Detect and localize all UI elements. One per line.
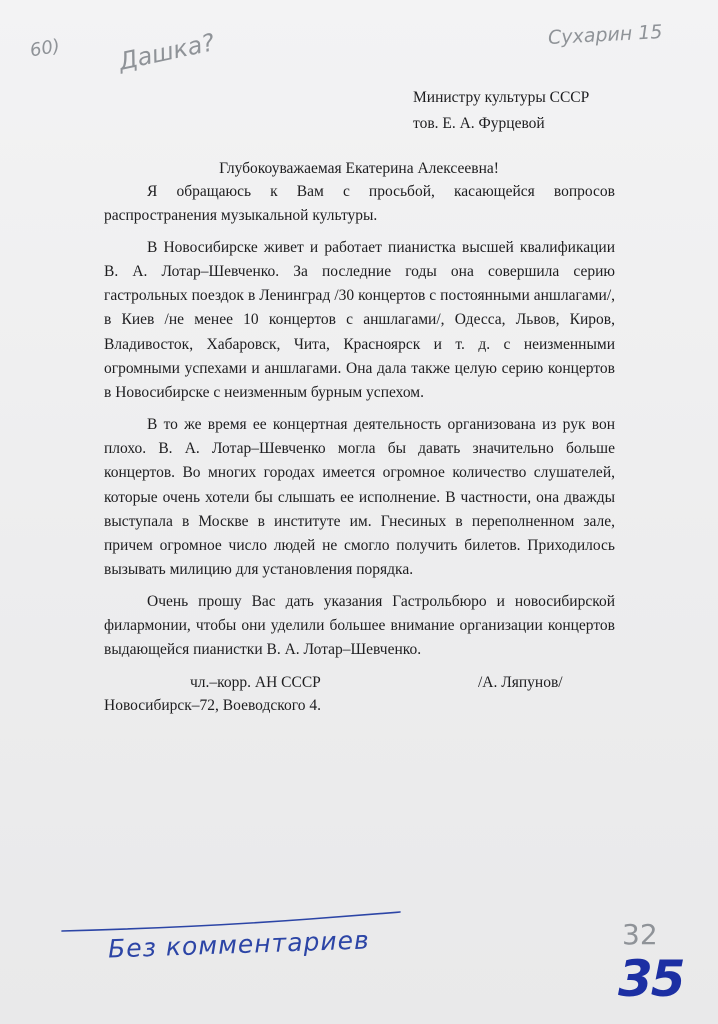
margin-number-annotation: 60) <box>28 35 62 62</box>
addressee-line-2: тов. Е. А. Фурцевой <box>413 115 545 132</box>
page-number: 35 <box>618 950 684 1008</box>
old-page-number: 32 <box>622 918 658 951</box>
paragraph-2: В Новосибирске живет и работает пианистка высшей квалификации В. А. Лотар–Шевченко. За последние годы она совершила серию гастрольных поездок в Ленинград /30 концертов с постоянными аншлагами/, в Киев /не менее 10 концертов с аншлагами/, Одесса, Львов, Киров, Владивосток, Хабаровск, Чита, Красноярск и т. д. с неизменными огромными успехами и аншлагами. Она дала также целую серию концертов в Новосибирске с неизменным бурным успехом. <box>104 238 615 402</box>
addressee-line-1: Министру культуры СССР <box>413 89 590 106</box>
signature-name: /А. Ляпунов/ <box>478 674 563 691</box>
handwritten-bottom-note: Без комментариев <box>107 925 371 964</box>
signature-title: чл.–корр. АН СССР <box>190 674 321 691</box>
handwritten-top-note: Дашка? <box>116 28 218 76</box>
paragraph-3: В то же время ее концертная деятельность организована из рук вон плохо. В. А. Лотар–Шевченко могла бы давать значительно больше концертов. Во многих городах имеется огромное количество слушателей, которые очень хотели бы слышать ее исполнение. В частности, она дважды выступала в Москве в институте им. Гнесиных в переполненном зале, причем огромное число людей не смогло получить билетов. Приходилось вызывать милицию для установления порядка. <box>104 415 615 579</box>
letter-body <box>104 180 615 670</box>
addressee-block <box>413 85 589 137</box>
paragraph-1: Я обращаюсь к Вам с просьбой, касающейся вопросов распространения музыкальной культуры. <box>104 183 615 225</box>
sender-address: Новосибирск–72, Воеводского 4. <box>104 697 321 714</box>
salutation: Глубокоуважаемая Екатерина Алексеевна! <box>219 160 499 177</box>
paragraph-4: Очень прошу Вас дать указания Гастрольбюро и новосибирской филармонии, чтобы они уделили большее внимание организации концертов выдающейся пианистки В. А. Лотар–Шевченко. <box>104 592 615 659</box>
archive-mark: Сухарин 15 <box>547 21 663 49</box>
